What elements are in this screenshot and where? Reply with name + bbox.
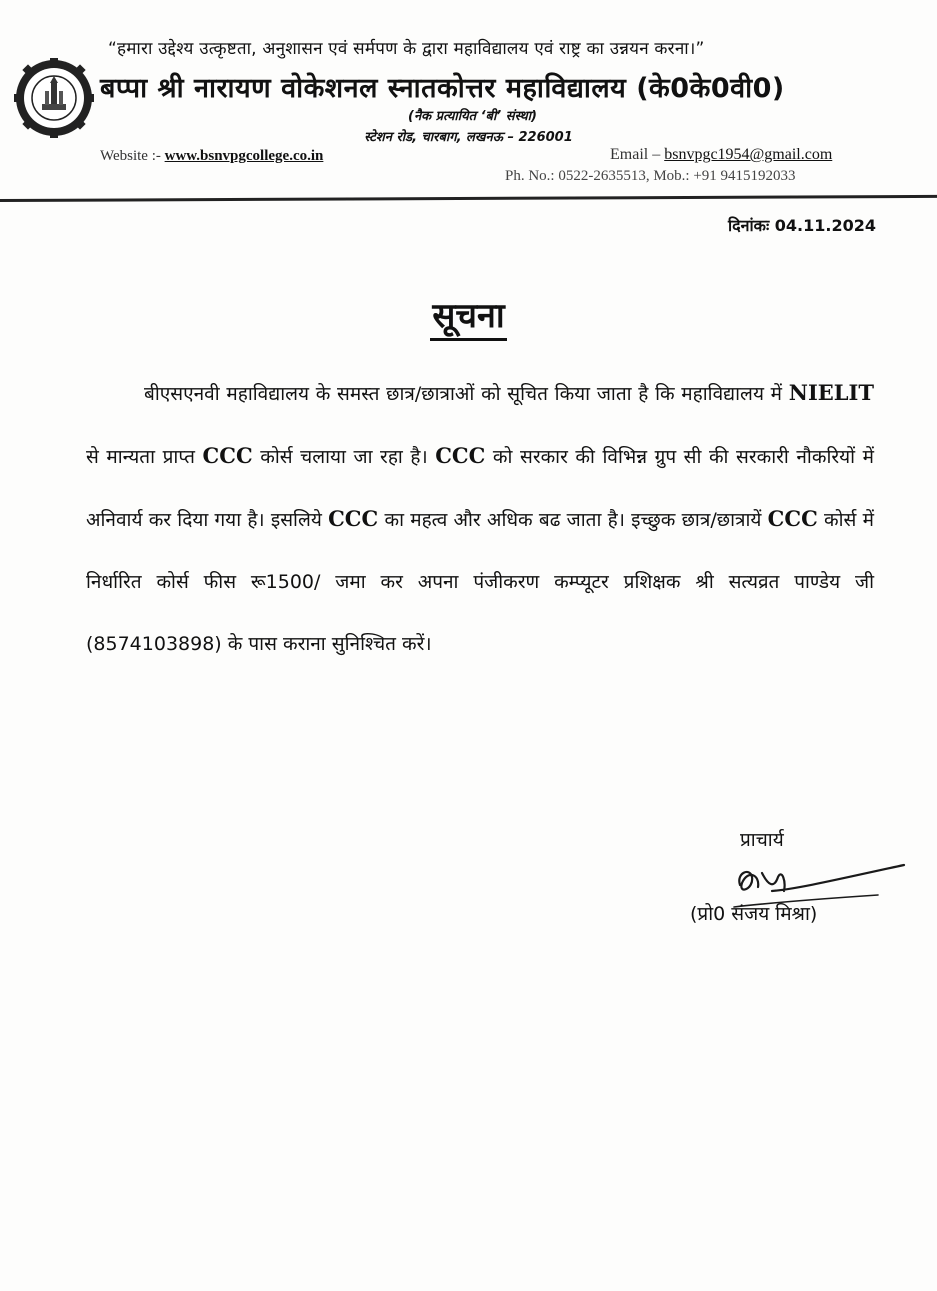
notice-title-text: सूचना — [430, 296, 506, 341]
notice-text: कोर्स चलाया जा रहा है। — [252, 446, 436, 468]
accreditation-line — [0, 106, 937, 124]
email-link[interactable]: bsnvpgc1954@gmail.com — [664, 146, 833, 163]
header-divider — [0, 195, 937, 202]
website-link[interactable]: www.bsnvpgcollege.co.in — [164, 148, 324, 164]
signatory-title: प्राचार्य — [740, 829, 784, 851]
email-line — [610, 146, 832, 164]
nielit-text: NIELIT — [788, 380, 874, 405]
notice-date — [728, 214, 876, 236]
notice-text: से मान्यता प्राप्त — [86, 446, 203, 468]
college-name: बप्पा श्री नारायण वोकेशनल स्नातकोत्तर महाविद्यालय (के0के0वी0) — [100, 73, 785, 104]
notice-text: का महत्व और अधिक बढ जाता है। इच्छुक छात्र/छात्रायें — [378, 509, 768, 531]
college-address: स्टेशन रोड, चारबाग, लखनऊ – 226001 — [364, 130, 573, 145]
notice-text: कोर्स में निर्धारित कोर्स फीस रू1500/ जमा कर अपना पंजीकरण कम्प्यूटर प्रशिक्षक श्री सत्यव्रत पाण्डेय जी (8574103898) के पास कराना सुनिश्चित करें। — [86, 509, 874, 655]
date-value: 04.11.2024 — [774, 216, 876, 235]
date-label: दिनांकः — [728, 216, 770, 235]
ccc-text: CCC — [435, 443, 486, 468]
phone-line: Ph. No.: 0522-2635513, Mob.: +91 9415192033 — [505, 168, 796, 184]
signatory-name: (प्रो0 संजय मिश्रा) — [690, 903, 818, 925]
college-motto: “हमारा उद्देश्य उत्कृष्टता, अनुशासन एवं सर्मपण के द्वारा महाविद्यालय एवं राष्ट्र का उन्नयन करना।” — [108, 39, 705, 59]
website-label: Website :- — [100, 148, 161, 164]
notice-body — [86, 362, 874, 675]
notice-text: को सरकार की विभिन्न ग्रुप सी की सरकारी नौकरियों में अनिवार्य कर दिया गया है। इसलिये — [86, 446, 874, 531]
notice-title — [0, 291, 937, 337]
accreditation-text: (नैक प्रत्यायित ‘बी’ संस्था) — [408, 109, 537, 124]
notice-text: बीएसएनवी महाविद्यालय के समस्त छात्र/छात्राओं को सूचित किया जाता है कि महाविद्यालय में — [144, 383, 789, 405]
email-label: Email – — [610, 146, 661, 163]
ccc-text: CCC — [328, 506, 379, 531]
ccc-text: CCC — [202, 443, 253, 468]
website-line — [100, 148, 323, 165]
ccc-text: CCC — [767, 506, 818, 531]
college-emblem-icon — [14, 58, 94, 138]
